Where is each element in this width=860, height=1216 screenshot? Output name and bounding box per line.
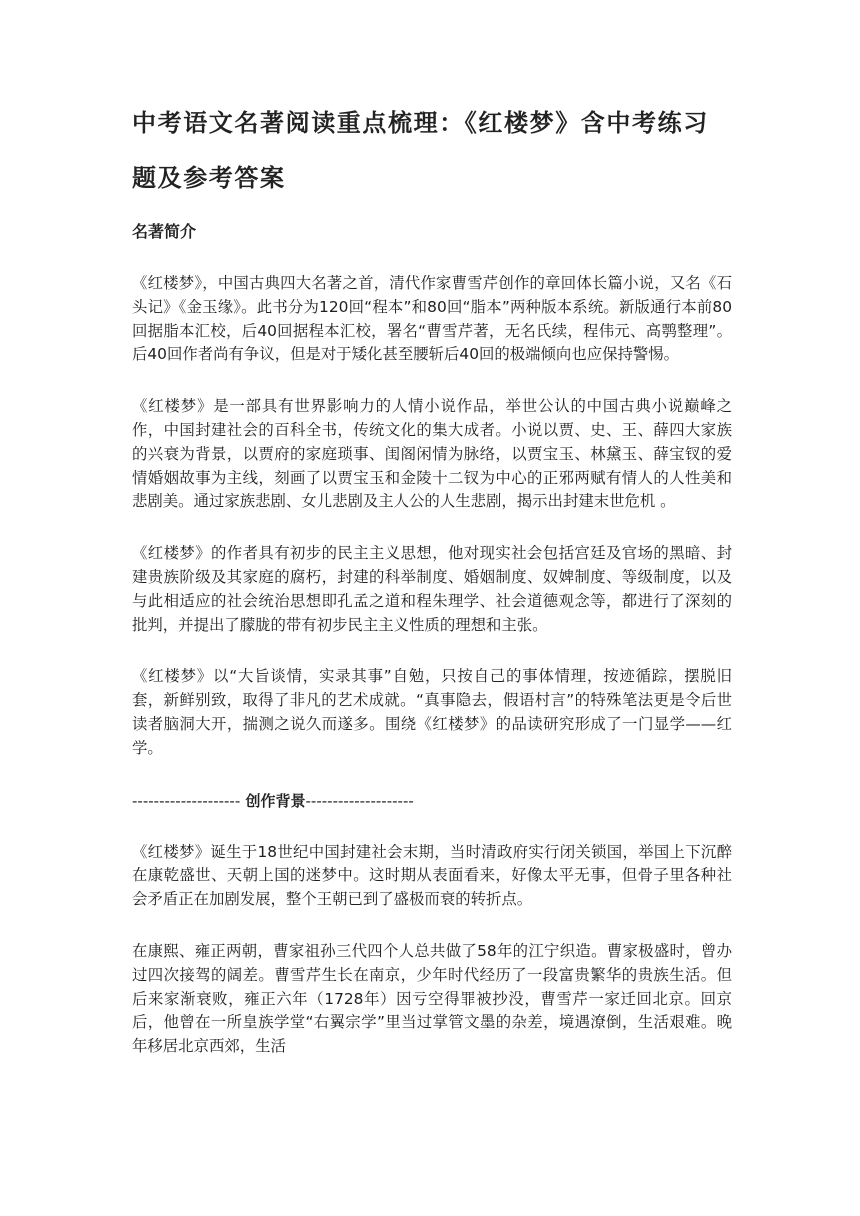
document-title: 中考语文名著阅读重点梳理：《红楼梦》含中考练习题及参考答案 (132, 109, 709, 192)
paragraph-intro-3: 《红楼梦》的作者具有初步的民主主义思想，他对现实社会包括宫廷及官场的黑暗、封建贵族阶级及其家庭的腐朽，封建的科举制度、婚姻制度、奴婢制度、等级制度，以及与此相适应的社会统治思想即孔孟之道和程朱理学、社会道德观念等，都进行了深刻的批判，并提出了朦胧的带有初步民主主义性质的理想和主张。 (132, 544, 732, 634)
section-heading-background-label: 创作背景 (245, 791, 306, 810)
paragraph-background-1: 《红楼梦》诞生于18世纪中国封建社会末期，当时清政府实行闭关锁国，举国上下沉醉在康乾盛世、天朝上国的迷梦中。这时期从表面看来，好像太平无事，但骨子里各种社会矛盾正在加剧发展，整个王朝已到了盛极而衰的转折点。 (132, 842, 732, 909)
paragraph-intro-1: 《红楼梦》，中国古典四大名著之首，清代作家曹雪芹创作的章回体长篇小说，又名《石头记》《金玉缘》。此书分为120回“程本”和80回“脂本”两种版本系统。新版通行本前80回据脂本汇校，后40回据程本汇校，署名“曹雪芹著，无名氏续，程伟元、高鹗整理”。后40回作者尚有争议，但是对于矮化甚至腰斩后40回的极端倾向也应保持警惕。 (132, 274, 733, 364)
divider-dashes-right: -------------------- (305, 791, 414, 810)
section-heading-introduction: 名著简介 (132, 222, 197, 241)
divider-dashes-left: -------------------- (132, 791, 241, 810)
paragraph-intro-2: 《红楼梦》是一部具有世界影响力的人情小说作品，举世公认的中国古典小说巅峰之作，中国封建社会的百科全书，传统文化的集大成者。小说以贾、史、王、薛四大家族的兴衰为背景，以贾府的家庭琐事、闺阁闲情为脉络，以贾宝玉、林黛玉、薛宝钗的爱情婚姻故事为主线，刻画了以贾宝玉和金陵十二钗为中心的正邪两赋有情人的人性美和悲剧美。通过家族悲剧、女儿悲剧及主人公的人生悲剧，揭示出封建末世危机 。 (132, 397, 732, 511)
section-heading-background (132, 789, 732, 813)
document-page (132, 96, 732, 1059)
paragraph-intro-4: 《红楼梦》以“大旨谈情，实录其事”自勉，只按自己的事体情理，按迹循踪，摆脱旧套，新鲜别致，取得了非凡的艺术成就。“真事隐去，假语村言”的特殊笔法更是令后世读者脑洞大开，揣测之说久而遂多。围绕《红楼梦》的品读研究形成了一门显学——红学。 (132, 667, 732, 757)
paragraph-background-2: 在康熙、雍正两朝，曹家祖孙三代四个人总共做了58年的江宁织造。曹家极盛时，曾办过四次接驾的阔差。曹雪芹生长在南京，少年时代经历了一段富贵繁华的贵族生活。但后来家渐衰败，雍正六年（1728年）因亏空得罪被抄没，曹雪芹一家迁回北京。回京后，他曾在一所皇族学堂“右翼宗学”里当过掌管文墨的杂差，境遇潦倒，生活艰难。晚年移居北京西郊，生活 (132, 941, 732, 1056)
